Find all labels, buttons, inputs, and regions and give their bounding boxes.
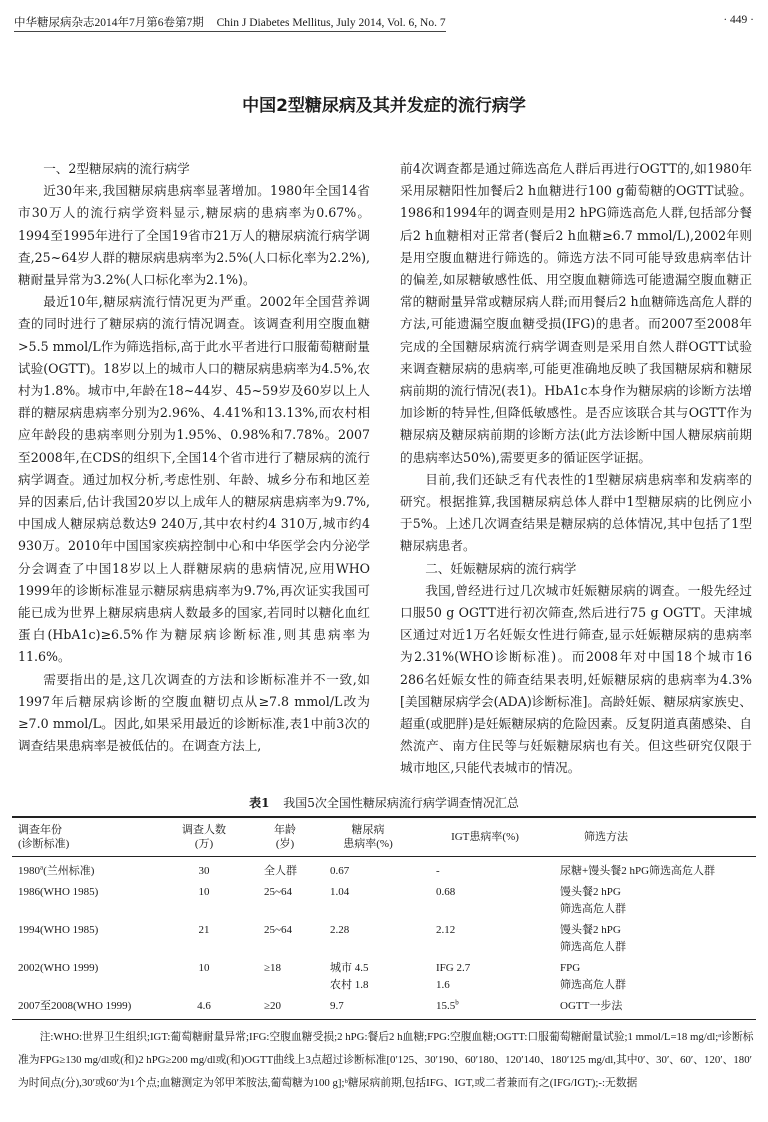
- table-row: [12, 996, 756, 1020]
- cell-igt-rate: IFG 2.7 1.6: [436, 961, 471, 991]
- cell-dm-rate: 9.7: [330, 999, 344, 1012]
- paragraph: 前4次调查都是通过筛选高危人群后再进行OGTT的,如1980年采用尿糖阳性加餐后2 h血糖进行100 g葡萄糖的OGTT试验。1986和1994年的调查则是用2 hPG筛选高危人群,包括部分餐后2 h血糖相对正常者(餐后2 h血糖≥6.7 mmol/L),2002年则是用空腹血糖进行筛选的。筛选方法不同可能导致患病率估计的偏差,如尿糖敏感性低、用空腹血糖筛选可能遗漏空腹血糖正常的糖耐量异常或糖尿病人群;而用餐后2 h血糖筛选高危人群的方法,可能遗漏空腹血糖受损(IFG)的患者。而2007至2008年完成的全国糖尿病流行病学调查则是采用自然人群OGTT试验来调查糖尿病的患病率,可能更准确地反映了我国糖尿病和糖尿病前期的流行情况(表1)。HbA1c本身作为糖尿病的诊断方法增加诊断的特异性,但降低敏感性。是否应该联合其与OGTT作为糖尿病及糖尿病前期的诊断方法(此方法诊断中国人糖尿病前期的患病率达50%),需要更多的循证医学证据。: [400, 161, 753, 465]
- left-column: [18, 158, 370, 780]
- cell-method: 尿糖+馒头餐2 hPG筛选高危人群: [560, 864, 716, 877]
- journal-en: Chin J Diabetes Mellitus, July 2014, Vol. 6, No. 7: [216, 17, 446, 29]
- table-label: 表1: [249, 795, 270, 810]
- header-age: 年龄 (岁): [274, 823, 296, 850]
- section-heading-2: 二、妊娠糖尿病的流行病学: [425, 560, 577, 576]
- table-notes: [18, 1026, 754, 1095]
- cell-year: 2002(WHO 1999): [18, 961, 99, 974]
- cell-age: ≥20: [264, 999, 282, 1012]
- cell-igt-rate: -: [436, 864, 440, 877]
- cell-count: 10: [198, 961, 210, 974]
- paragraph: 我国,曾经进行过几次城市妊娠糖尿病的调查。一般先经过口服50 g OGTT进行初次筛查,然后进行75 g OGTT。天津城区通过对近1万名妊娠女性进行筛查,显示妊娠糖尿病的患病率为2.31%(WHO诊断标准)。而2008年对中国18个城市16 286名妊娠女性的筛查结果表明,妊娠糖尿病的患病率为4.3%[美国糖尿病学会(ADA)诊断标准]。高龄妊娠、糖尿病家族史、超重(或肥胖)是妊娠糖尿病的危险因素。反复阴道真菌感染、自然流产、南方住民等与妊娠糖尿病也有关。但这些研究仅限于城市地区,只能代表城市的情况。: [400, 582, 752, 776]
- table-row: [12, 920, 756, 958]
- cell-method: 馒头餐2 hPG 筛选高危人群: [560, 923, 626, 953]
- cell-dm-rate: 0.67: [330, 864, 350, 877]
- body-columns: [18, 158, 752, 780]
- right-column: [400, 158, 752, 780]
- cell-igt-rate: 2.12: [436, 923, 456, 936]
- cell-year: 2007至2008(WHO 1999): [18, 999, 132, 1012]
- table-note: 注:WHO:世界卫生组织;IGT:葡萄糖耐量异常;IFG:空腹血糖受损;2 hPG:餐后2 h血糖;FPG:空腹血糖;OGTT:口服葡萄糖耐量试验;1 mmol/L=18 mg/dl;ᵃ诊断标准为FPG≥130 mg/dl或(和)2 hPG≥200 mg/dl或(和)OGTT曲线上3点超过诊断标准[0′125、30′190、60′180、120′140、180′125 mg/dl,其中0′、30′、60′、120′、180′为时间点(分),30′或60′为1个点;血糖测定为邻甲苯胺法,葡萄糖为100 g];ᵇ糖尿病前期,包括IFG、IGT,或二者兼而有之(IFG/IGT);-:无数据: [18, 1030, 754, 1089]
- cell-method: 馒头餐2 hPG 筛选高危人群: [560, 885, 626, 915]
- table-row: [12, 856, 756, 882]
- page-number: · 449 ·: [723, 14, 754, 26]
- paragraph: 需要指出的是,这几次调查的方法和诊断标准并不一致,如1997年后糖尿病诊断的空腹血糖切点从≥7.8 mmol/L改为≥7.0 mmol/L。因此,如果采用最近的诊断标准,表1中前3次的调查结果患病率是被低估的。在调查方法上,: [18, 671, 370, 754]
- header-igt-rate: IGT患病率(%): [451, 830, 519, 843]
- cell-year: 1994(WHO 1985): [18, 923, 99, 936]
- header-year: 调查年份 (诊断标准): [18, 823, 70, 850]
- paragraph: 近30年来,我国糖尿病患病率显著增加。1980年全国14省市30万人的流行病学资料显示,糖尿病的患病率为0.67%。1994至1995年进行了全国19省市21万人的糖尿病流行病学调查,25~64岁人群的糖尿病患病率为2.5%(人口标化率为2.2%),糖耐量异常为3.2%(人口标化率为2.1%)。: [18, 183, 370, 288]
- cell-igt-rate: 0.68: [436, 885, 456, 898]
- table-row: [12, 958, 756, 996]
- cell-year: 1980$^a$(兰州标准): [18, 863, 95, 877]
- article-title: 中国2型糖尿病及其并发症的流行病学: [242, 96, 526, 116]
- paragraph: 目前,我们还缺乏有代表性的1型糖尿病患病率和发病率的研究。根据推算,我国糖尿病总体人群中1型糖尿病的比例应小于5%。上述几次调查结果是糖尿病的总体情况,其中包括了1型糖尿病患者。: [400, 471, 752, 554]
- header-dm-rate: 糖尿病 患病率(%): [343, 823, 393, 850]
- cell-count: 10: [198, 885, 210, 898]
- cell-dm-rate: 1.04: [330, 885, 350, 898]
- table-row: [12, 882, 756, 920]
- cell-year: 1986(WHO 1985): [18, 885, 99, 898]
- cell-count: 4.6: [197, 999, 211, 1012]
- cell-method: FPG 筛选高危人群: [560, 961, 626, 991]
- cell-count: 30: [198, 864, 210, 877]
- section-heading-1: 一、2型糖尿病的流行病学: [43, 161, 190, 176]
- table-wrapper: [12, 816, 756, 1020]
- cell-age: 全人群: [264, 864, 297, 877]
- cell-age: 25~64: [264, 885, 292, 898]
- cell-igt-rate: 15.5$^b$: [436, 998, 459, 1012]
- cell-dm-rate: 2.28: [330, 923, 350, 936]
- header-count: 调查人数 (万): [182, 823, 226, 850]
- paragraph: 最近10年,糖尿病流行情况更为严重。2002年全国营养调查的同时进行了糖尿病的流行情况调查。该调查利用空腹血糖>5.5 mmol/L作为筛选指标,高于此水平者进行口服葡萄糖耐量试验(OGTT)。18岁以上的城市人口的糖尿病患病率为4.5%,农村为1.8%。城市中,年龄在18~44岁、45~59岁及60岁以上人群的糖尿病患病率分别为2.96%、4.41%和13.13%,而农村相应年龄段的患病率则分别为1.95%、0.98%和7.78%。2007至2008年,在CDS的组织下,全国14个省市进行了糖尿病的流行病学调查。通过加权分析,考虑性别、年龄、城乡分布和地区差异的因素后,估计我国20岁以上成年人的糖尿病患病率为9.7%,中国成人糖尿病总数达9 240万,其中农村约4 310万,城市约4 930万。2010年中国国家疾病控制中心和中华医学会内分泌学分会调查了中国18岁以上人群糖尿病的患病情况,应用WHO 1999年的诊断标准显示糖尿病患病率为9.7%,再次证实我国可能已成为世界上糖尿病患病人数最多的国家,若同时以糖化血红蛋白(HbA1c)≥6.5%作为糖尿病诊断标准,则其患病率为11.6%。: [18, 294, 370, 665]
- cell-dm-rate: 城市 4.5 农村 1.8: [330, 961, 369, 991]
- table-caption: [0, 794, 768, 812]
- journal-cn: 中华糖尿病杂志2014年7月第6卷第7期: [14, 17, 204, 29]
- running-header: [14, 14, 446, 32]
- header-method: 筛选方法: [584, 830, 628, 843]
- cell-count: 21: [198, 923, 210, 936]
- cell-method: OGTT一步法: [560, 999, 623, 1012]
- table-title: 我国5次全国性糖尿病流行病学调查情况汇总: [283, 795, 519, 810]
- table-header-row: [12, 817, 756, 857]
- cell-age: 25~64: [264, 923, 292, 936]
- cell-age: ≥18: [264, 961, 282, 974]
- page-top: [0, 0, 768, 40]
- survey-summary-table: [12, 816, 756, 1020]
